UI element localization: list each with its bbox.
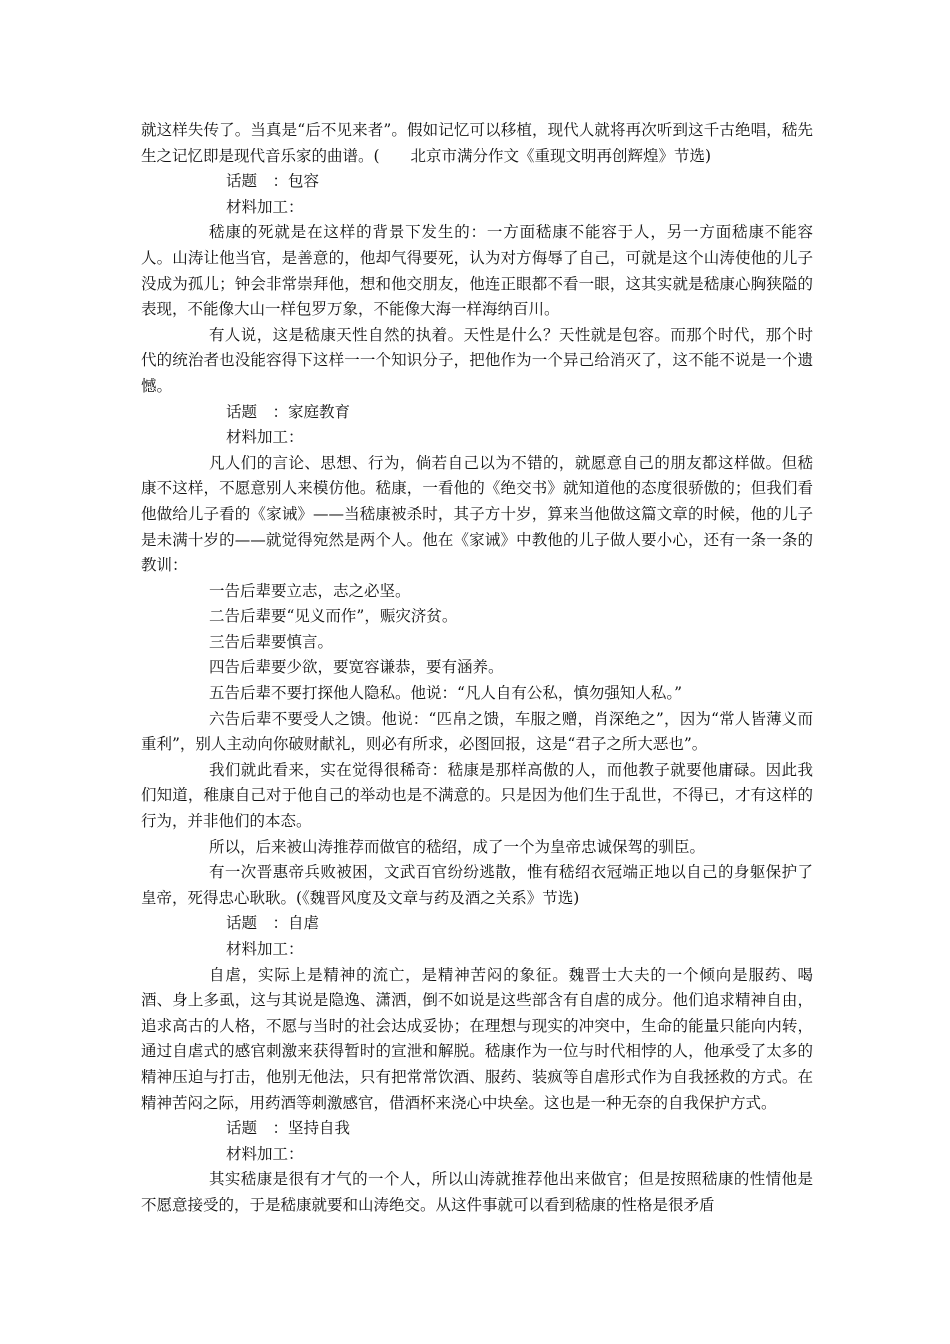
document-body <box>141 118 813 1219</box>
list-item: 一告后辈要立志，志之必坚。 <box>209 581 411 600</box>
material-label: 材料加工： <box>226 1144 304 1163</box>
list-item: 二告后辈要“见义而作”，赈灾济贫。 <box>209 607 458 626</box>
list-item: 四告后辈要少欲，要宽容谦恭，要有涵养。 <box>209 658 504 677</box>
paragraph: 我们就此看来，实在觉得很稀奇：嵇康是那样高傲的人，而他教子就要他庸碌。因此我们知道，稚康自己对于他自己的举动也是不满意的。只是因为他们生于乱世，不得已，才有这样的行为，并非他们的本态。 <box>141 760 813 831</box>
list-item: 五告后辈不要打探他人隐私。他说：“凡人自有公私，慎勿强知人私。” <box>209 684 683 703</box>
paragraph: 就这样失传了。当真是“后不见来者”。假如记忆可以移植，现代人就将再次听到这千古绝唱，嵇先生之记忆即是现代音乐家的曲谱。( 北京市满分作文《重现文明再创辉煌》节选) <box>141 121 813 165</box>
list-item: 六告后辈不要受人之馈。他说：“匹帛之馈，车服之赠，肖深绝之”，因为“常人皆薄义而重利”，别人主动向你破财献礼，则必有所求，必图回报，这是“君子之所大恶也”。 <box>141 709 813 754</box>
topic-heading: 话题 ：坚持自我 <box>226 1119 351 1138</box>
paragraph: 自虐，实际上是精神的流亡，是精神苦闷的象征。魏晋士大夫的一个倾向是服药、喝酒、身上多虱，这与其说是隐逸、潇洒，倒不如说是这些部含有自虐的成分。他们追求精神自由，追求高古的人格，不愿与当时的社会达成妥协；在理想与现实的冲突中，生命的能量只能向内转，通过自虐式的感官刺激来获得暂时的宣泄和解脱。嵇康作为一位与时代相悖的人，他承受了太多的精神压迫与打击，他别无他法，只有把常常饮酒、服药、装疯等自虐形式作为自我拯救的方式。在精神苦闷之际，用药酒等刺激感官，借酒杯来浇心中块垒。这也是一种无奈的自我保护方式。 <box>141 965 813 1112</box>
material-label: 材料加工： <box>226 428 304 447</box>
paragraph: 其实嵇康是很有才气的一个人，所以山涛就推荐他出来做官；但是按照嵇康的性情他是不愿意接受的，于是嵇康就要和山涛绝交。从这件事就可以看到嵇康的性格是很矛盾 <box>141 1170 813 1214</box>
topic-heading: 话题 ：包容 <box>226 172 320 191</box>
topic-heading: 话题 ：自虐 <box>226 914 320 933</box>
paragraph: 嵇康的死就是在这样的背景下发生的：一方面嵇康不能容于人，另一方面嵇康不能容人。山涛让他当官，是善意的，他却气得要死，认为对方侮辱了自己，可就是这个山涛使他的儿子没成为孤儿；钟会非常崇拜他，想和他交朋友，他连正眼都不看一眼，这其实就是嵇康心胸狭隘的表现，不能像大山一样包罗万象，不能像大海一样海纳百川。 <box>141 223 813 319</box>
list-item: 三告后辈要慎言。 <box>209 632 334 651</box>
paragraph: 有人说，这是嵇康天性自然的执着。天性是什么？天性就是包容。而那个时代，那个时代的统治者也没能容得下这样一一个知识分子，把他作为一个异己给消灭了，这不能不说是一个遗憾。 <box>141 325 813 395</box>
topic-heading: 话题 ：家庭教育 <box>226 402 351 421</box>
paragraph: 凡人们的言论、思想、行为，倘若自己以为不错的，就愿意自己的朋友都这样做。但嵇康不这样，不愿意别人来模仿他。嵇康，一看他的《绝交书》就知道他的态度很骄傲的；但我们看他做给儿子看的《家诫》——当嵇康被杀时，其子方十岁，算来当他做这篇文章的时候，他的儿子是未满十岁的——就觉得宛然是两个人。他在《家诫》中教他的儿子做人要小心，还有一条一条的教训： <box>141 453 813 575</box>
paragraph: 有一次晋惠帝兵败被困，文武百官纷纷逃散，惟有嵇绍衣冠端正地以自己的身躯保护了皇帝，死得忠心耿耿。(《魏晋风度及文章与药及酒之关系》节选) <box>141 863 813 907</box>
paragraph: 所以，后来被山涛推荐而做官的嵇绍，成了一个为皇帝忠诚保驾的驯臣。 <box>209 837 706 856</box>
material-label: 材料加工： <box>226 197 304 216</box>
material-label: 材料加工： <box>226 940 304 958</box>
